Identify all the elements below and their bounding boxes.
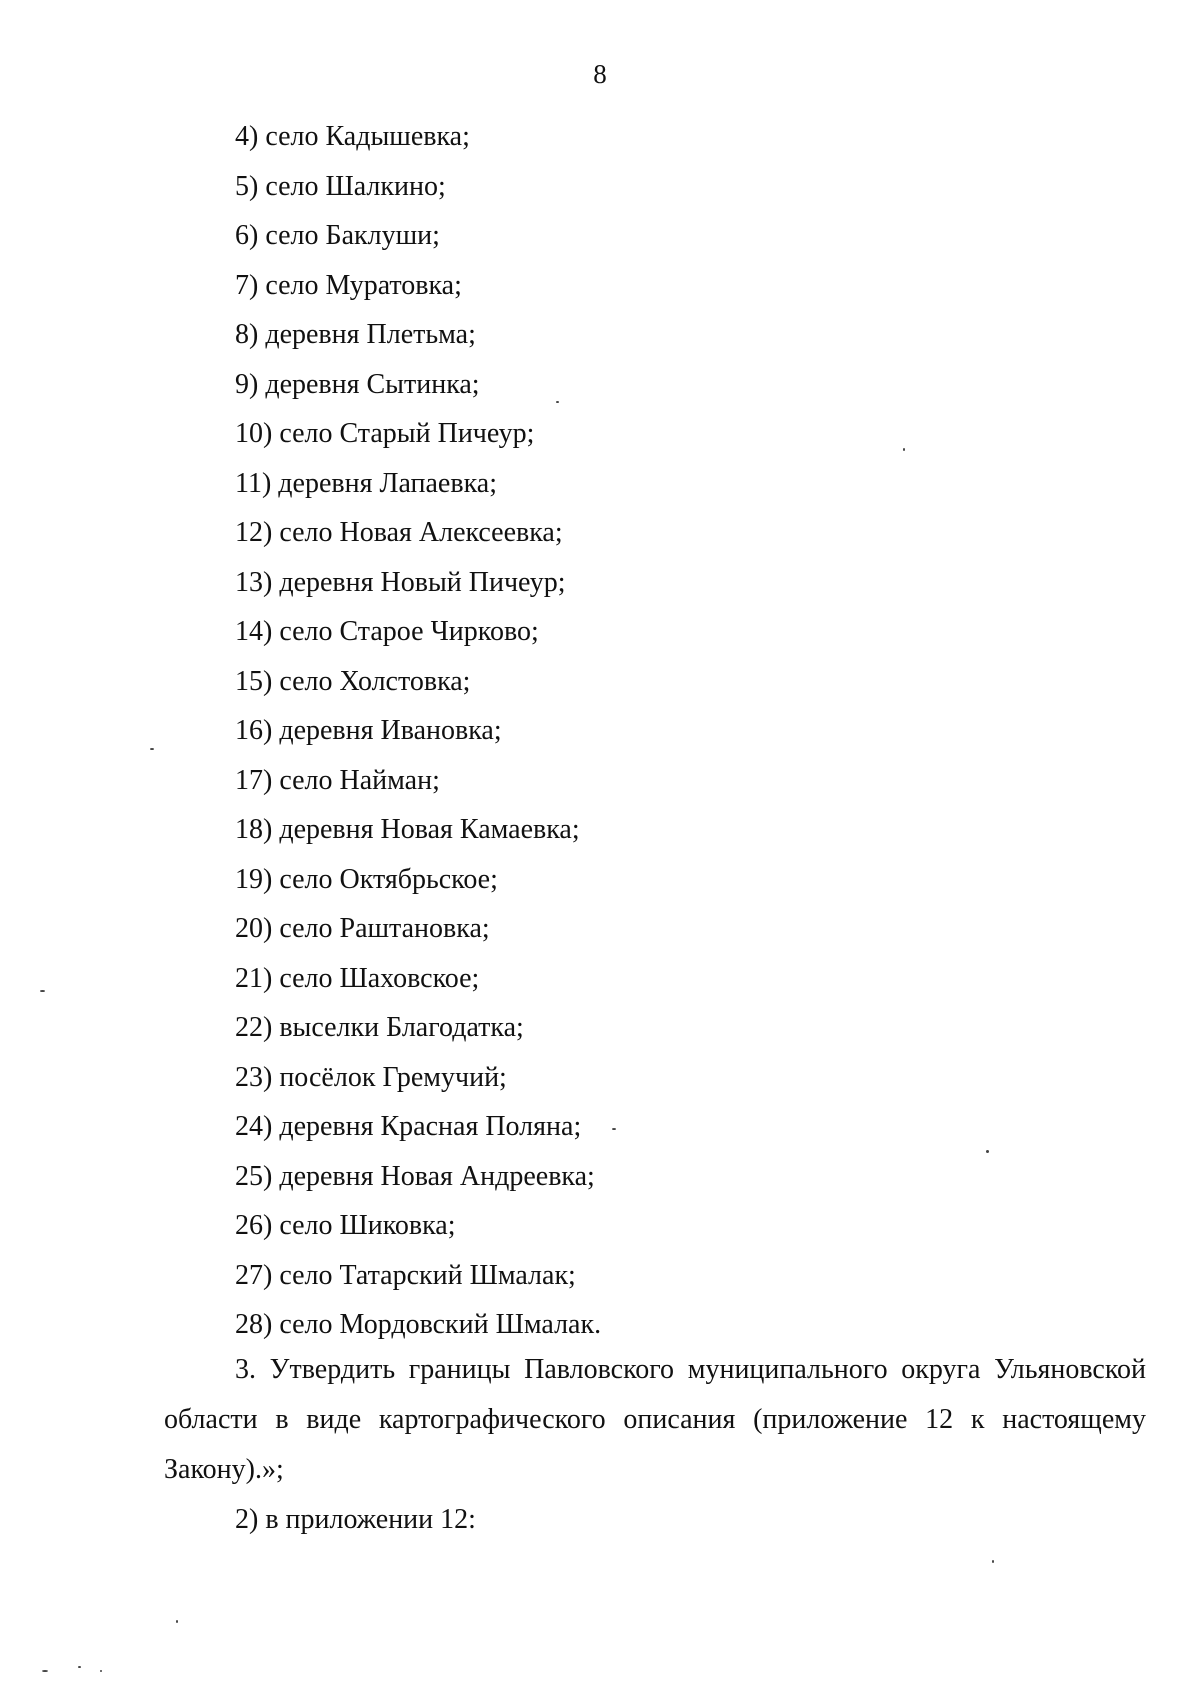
list-item: 7) село Муратовка;: [235, 269, 462, 301]
list-item: 23) посёлок Гремучий;: [235, 1061, 507, 1093]
scan-speck: [176, 1620, 178, 1623]
list-item: 13) деревня Новый Пичеур;: [235, 566, 566, 598]
list-item: 11) деревня Лапаевка;: [235, 467, 497, 499]
scan-speck: [903, 448, 905, 451]
paragraph-boundaries: 3. Утвердить границы Павловского муниципального округа Ульяновской области в виде картографического описания (приложение 12 к настоящему Закону).»;: [164, 1354, 1146, 1485]
list-item: 20) село Раштановка;: [235, 913, 490, 944]
scan-speck: [100, 1670, 102, 1672]
list-item: 9) деревня Сытинка;: [235, 368, 480, 400]
list-item: 8) деревня Плетьма;: [235, 319, 476, 350]
list-item: 21) село Шаховское;: [235, 962, 480, 994]
list-item: 28) село Мордовский Шмалак.: [235, 1309, 602, 1340]
list-item: 26) село Шиковка;: [235, 1210, 456, 1241]
list-item: 6) село Баклуши;: [235, 220, 440, 251]
scan-speck: [150, 748, 154, 750]
scan-speck: [986, 1150, 989, 1153]
list-item: 18) деревня Новая Камаевка;: [235, 814, 580, 845]
settlement-list: [235, 112, 601, 1350]
scan-speck: [556, 401, 559, 403]
list-item: 19) село Октябрьское;: [235, 863, 498, 895]
list-item: 25) деревня Новая Андреевка;: [235, 1160, 595, 1192]
list-item: 15) село Холстовка;: [235, 665, 471, 697]
scan-speck: [42, 1670, 48, 1672]
list-item: 14) село Старое Чирково;: [235, 616, 539, 647]
paragraph-appendix: 2) в приложении 12:: [235, 1504, 476, 1535]
scan-speck: [992, 1560, 994, 1563]
list-item: 17) село Найман;: [235, 764, 440, 796]
list-item: 24) деревня Красная Поляна;: [235, 1111, 582, 1142]
list-item: 27) село Татарский Шмалак;: [235, 1259, 576, 1291]
list-item: 22) выселки Благодатка;: [235, 1012, 524, 1043]
list-item: 10) село Старый Пичеур;: [235, 418, 535, 449]
page-number: 8: [593, 59, 607, 89]
scan-speck: [40, 990, 45, 992]
scan-speck: [78, 1666, 81, 1668]
list-item: 12) село Новая Алексеевка;: [235, 517, 563, 548]
list-item: 16) деревня Ивановка;: [235, 715, 502, 746]
scan-speck: [612, 1128, 616, 1130]
list-item: 4) село Кадышевка;: [235, 121, 470, 152]
list-item: 5) село Шалкино;: [235, 170, 446, 202]
